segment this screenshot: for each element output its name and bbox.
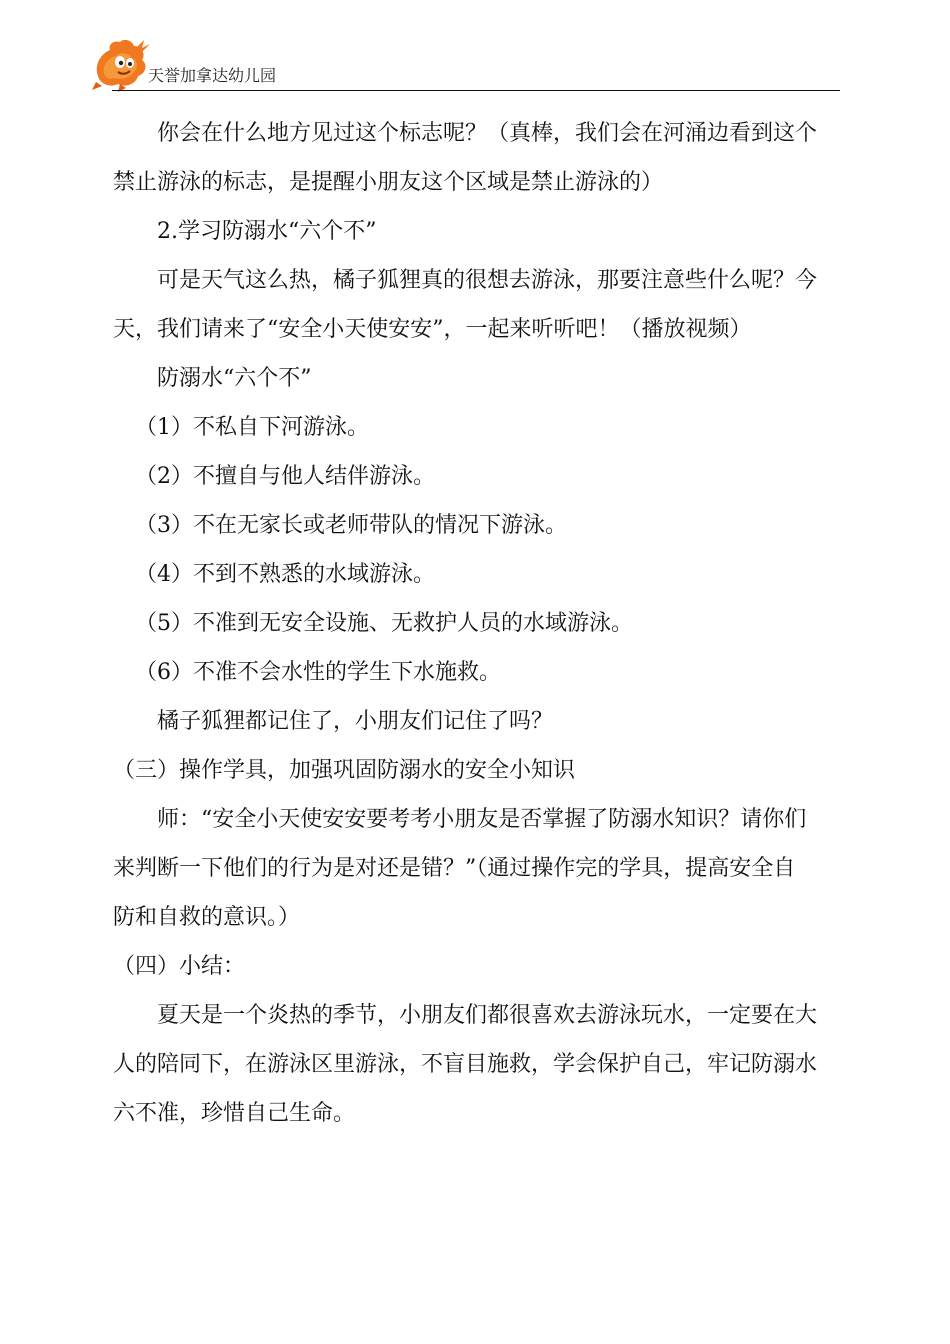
header-divider — [112, 90, 840, 91]
text-line: 来判断一下他们的行为是对还是错？”（通过操作完的学具，提高安全自 — [113, 856, 796, 881]
text-line: 2.学习防溺水“六个不” — [157, 219, 377, 244]
text-line: 可是天气这么热，橘子狐狸真的很想去游泳，那要注意些什么呢？今 — [157, 268, 818, 293]
section-heading: （四）小结： — [113, 954, 246, 979]
page-header — [88, 36, 840, 92]
document-body — [113, 109, 833, 1138]
list-item: （5）不准到无安全设施、无救护人员的水域游泳。 — [135, 611, 633, 636]
list-item: （3）不在无家长或老师带队的情况下游泳。 — [135, 513, 567, 538]
list-item: （6）不准不会水性的学生下水施救。 — [135, 660, 501, 685]
text-line: 师：“安全小天使安安要考考小朋友是否掌握了防溺水知识？请你们 — [157, 807, 807, 832]
text-line: 你会在什么地方见过这个标志呢？（真棒，我们会在河涌边看到这个 — [157, 121, 818, 146]
text-line: 防溺水“六个不” — [157, 366, 312, 391]
text-line: 橘子狐狸都记住了，小朋友们记住了吗？ — [157, 709, 554, 734]
text-line: 天，我们请来了“安全小天使安安”，一起来听听吧！（播放视频） — [113, 317, 752, 342]
text-line: 夏天是一个炎热的季节，小朋友们都很喜欢去游泳玩水，一定要在大 — [157, 1003, 818, 1028]
text-line: 六不准，珍惜自己生命。 — [113, 1101, 356, 1126]
section-heading: （三）操作学具，加强巩固防溺水的安全小知识 — [113, 758, 576, 783]
text-line: 人的陪同下，在游泳区里游泳，不盲目施救，学会保护自己，牢记防溺水 — [113, 1052, 818, 1077]
list-item: （4）不到不熟悉的水域游泳。 — [135, 562, 435, 587]
list-item: （2）不擅自与他人结伴游泳。 — [135, 464, 435, 489]
list-item: （1）不私自下河游泳。 — [135, 415, 369, 440]
text-line: 禁止游泳的标志，是提醒小朋友这个区域是禁止游泳的） — [113, 170, 664, 195]
header-title: 天誉加拿达幼儿园 — [148, 66, 277, 85]
text-line: 防和自救的意识。） — [113, 905, 301, 930]
kindergarten-logo — [90, 36, 152, 92]
